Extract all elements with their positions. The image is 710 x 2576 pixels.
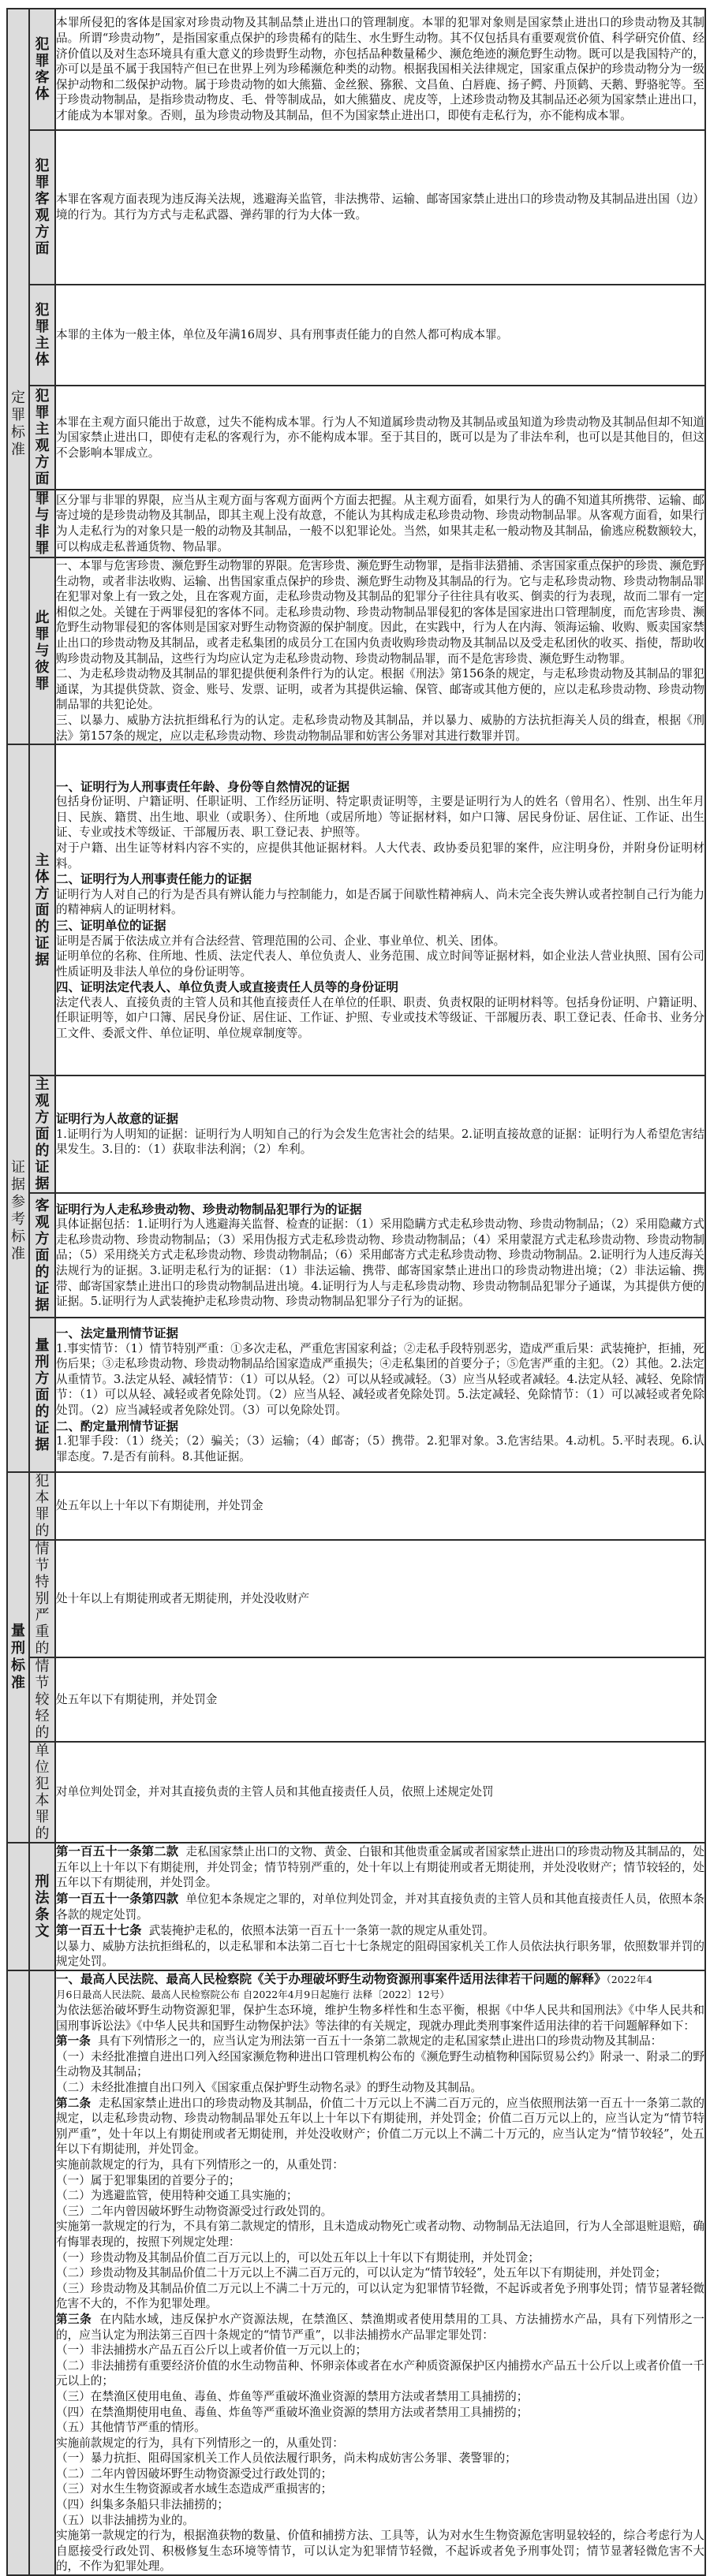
row-label: 此罪与彼罪: [35, 610, 50, 693]
row-text: 对单位判处罚金，并对其直接负责的主管人员和其他直接责任人员，依照上述规定处罚: [56, 1785, 494, 1799]
evidence-heading: 四、证明法定代表人、单位负责人或直接责任人员等的身份证明: [56, 979, 399, 995]
row-label: 情节较轻的: [35, 1658, 50, 1742]
row-text: 本罪所侵犯的客体是国家对珍贵动物及其制品禁止进出口的管理制度。本罪的犯罪对象则是国家禁止进出口的珍贵动物及其制品。所谓“珍贵动物”，是指国家重点保护的珍贵稀有的陆生、水生野生动物。其不仅包括具有重要观赏价值、科学研究价值、经济价值以及对生态环境具有重大意义的珍贵野生动物，亦包括品种数量稀少、濒危绝迹的濒危野生动物。既可以是我国特产的，亦可以是虽不属于我国特产但已在世界上列为珍稀濒危种类的动物。根据我国相关法律规定，国家重点保护的珍贵动物分为一级保护动物和二级保护动物。属于珍贵动物的如大熊猫、金丝猴、猕猴、文昌鱼、白唇鹿、扬子鳄、丹顶鹤、天鹅、野骆驼等。至于珍贵动物制品，是指珍贵动物皮、毛、骨等制成品，如大熊猫皮、虎皮等，上述珍贵动物及其制品还必须为国家禁止进出口，才能成为本罪对象。否则，虽为珍贵动物及其制品，但不为国家禁止进出口，即使有走私行为，亦不能构成本罪。: [56, 16, 704, 122]
row-objective-aspect: [7, 130, 705, 285]
row-sentence-unit: [7, 1742, 705, 1843]
row-label: 刑法条文: [35, 1873, 50, 1940]
paragraph: 以暴力、威胁方法抗拒缉私的，以走私罪和本法第二百七十七条规定的阻碍国家机关工作人员依法执行职务罪，依照数罪并罚的规定处罚。: [56, 1939, 704, 1969]
row-text: 本罪的主体为一般主体，单位及年满16周岁、具有刑事责任能力的自然人都可构成本罪。: [56, 328, 509, 342]
interpretation-date: （2022年4: [606, 1973, 653, 1985]
paragraph: 包括身份证明、户籍证明、任职证明、工作经历证明、特定职责证明等，主要是证明行为人的姓名（曾用名）、性别、出生年月日、民族、籍贯、出生地、职业（或职务）、住所地（或居所地）等证据材料，如户口簿、居民身份证、居住证、工作证、出生证、专业或技术等级证、干部履历表、职工登记表、护照等。: [56, 795, 704, 840]
evidence-heading: 一、法定量刑情节证据: [56, 1325, 179, 1340]
paragraph: 1.事实情节：（1）情节特别严重：①多次走私，严重危害国家利益；②走私手段特别恶劣，造成严重后果：武装掩护，拒捕，死伤后果；③走私珍贵动物、珍贵动物制品给国家造成严重损失；④走私集团的首要分子；⑤危害严重的主犯。（2）其他。2.法定从重情节。3.法定从轻、减轻情节：（1）可以从轻。（2）可以从轻或减轻。（3）应当从轻或者减轻。4.法定从轻、减轻、免除情节：（1）可以从轻、减轻或者免除处罚。（2）应当从轻、减轻或者免除处罚。5.法定减轻、免除情节：（1）可以减轻或者免除处罚。（2）应当减轻或者免除处罚。（3）可以免除处罚。: [56, 1341, 704, 1417]
empty-cell: [7, 1843, 29, 1970]
law-article: [56, 1843, 704, 1891]
paragraph: 实施第一款规定的行为，根据渔获物的数量、价值和捕捞方法、工具等，认为对水生生物资源危害明显较轻的，综合考虑行为人自愿接受行政处罚、积极修复生态环境等情节，可以认定为犯罪情节轻微，不起诉或者免予刑事处罚；情节显著轻微危害不大的，不作为犯罪处理。: [56, 2529, 704, 2574]
empty-cell: [7, 1970, 29, 2575]
row-this-vs-other-crime: [7, 557, 705, 744]
row-sentence-especially-serious: [7, 1540, 705, 1657]
row-criminal-law-articles: [7, 1843, 705, 1970]
article: 第三条 在内陆水域，违反保护水产资源法规，在禁渔区、禁渔期或者使用禁用的工具、方法捕捞水产品，具有下列情形之一的，应当认定为刑法第三百四十条规定的“情节严重”，以非法捕捞水产品罪定罪处罚：: [56, 2312, 704, 2342]
interpretation-title: 一、最高人民法院、最高人民检察院《关于办理破坏野生动物资源刑事案件适用法律若干问题的解释》（2022年4: [56, 1970, 653, 1986]
paragraph: 为依法惩治破坏野生动物资源犯罪，保护生态环境，维护生物多样性和生态平衡，根据《中华人民共和国刑法》《中华人民共和国刑事诉讼法》《中华人民共和国野生动物保护法》等法律的有关规定，现就办理此类刑事案件适用法律的若干问题解释如下：: [56, 2004, 704, 2033]
row-label: 单位犯本罪的: [35, 1743, 50, 1843]
law-article: [56, 1922, 704, 1939]
row-label: 犯罪客观方面: [35, 158, 50, 257]
row-sentencing-evidence: [7, 1318, 705, 1472]
paragraph: 证明单位的名称、住所地、性质、法定代表人、单位负责人、业务范围、成立时间等证据材料，如企业法人营业执照、国有公司性质证明及非法人单位的身份证明等。: [56, 949, 704, 979]
article-text: 单位犯本条规定之罪的，对单位判处罚金，并对其直接负责的主管人员和其他直接责任人员，依照本条各款的规定处罚。: [56, 1892, 704, 1922]
paragraph: 一、本罪与危害珍贵、濒危野生动物罪的界限。危害珍贵、濒危野生动物罪，是指非法猎捕、杀害国家重点保护的珍贵、濒危野生动物，或者非法收购、运输、出售国家重点保护的珍贵、濒危野生动物及其制品的行为。它与走私珍贵动物、珍贵动物制品罪在犯罪对象上有一致之处，且在客观方面，走私珍贵动物及其制品的犯罪分子往往具有收买、倒卖的行为表现，故而二罪有一定相似之处。关键在于两罪侵犯的客体不同。走私珍贵动物、珍贵动物制品罪侵犯的客体是国家进出口管理制度，而危害珍贵、濒危野生动物罪侵犯的客体则是国家对野生动物资源的保护制度。因此，在实践中，行为人在内海、领海运输、收购、贩卖国家禁止出口的珍贵动物及其制品，或者走私集团的成员分工在国内负责收购珍贵动物及其制品以及受走私团伙的收买、指使，帮助收购珍贵动物及其制品，这些行为均应认定为走私珍贵动物、珍贵动物制品罪，而不是危害珍贵、濒危野生动物罪。: [56, 559, 704, 665]
row-sentence-basic: [7, 1472, 705, 1540]
article-title: 第一百五十七条: [56, 1922, 142, 1938]
row-label: 情节特别严重的: [35, 1541, 50, 1657]
section-evidence-standard: [7, 744, 29, 1472]
evidence-heading: 证明行为人故意的证据: [56, 1111, 179, 1127]
list-item: （五）以非法捕捞为业的。: [56, 2513, 195, 2527]
paragraph: 实施前款规定的行为，具有下列情形之一的，从重处罚：: [56, 2158, 344, 2172]
section-conviction-standard: [7, 9, 29, 744]
list-item: （二）非法捕捞有重要经济价值的水生动物苗种、怀卵亲体或者在水产种质资源保护区内捕捞水产品五十公斤以上或者价值一千元以上的；: [56, 2358, 704, 2388]
row-crime-subject: [7, 285, 705, 386]
interpretation-date: 月6日最高人民法院、最高人民检察院公布 自2022年4月9日起施行 法释〔2022〕12号）: [56, 1989, 450, 2001]
paragraph: 1.证明行为人明知的证据：证明行为人明知自己的行为会发生危害社会的结果。2.证明直接故意的证据：证明行为人希望危害结果发生。3.目的：（1）获取非法利润；（2）牟利。: [56, 1127, 704, 1157]
paragraph: 1.犯罪手段：（1）绕关；（2）骗关；（3）运输；（4）邮寄；（5）携带。2.犯罪对象。3.危害结果。4.动机。5.平时表现。6.认罪态度。7.是否有前科。8.其他证据。: [56, 1434, 704, 1463]
paragraph: 实施第一款规定的行为，不具有第二款规定的情形，且未造成动物死亡或者动物、动物制品无法追回，行为人全部退赃退赔，确有悔罪表现的，按照下列规定处理：: [56, 2220, 704, 2249]
paragraph: 证明是否属于依法成立并有合法经营、管理范围的公司、企业、事业单位、机关、团体。: [56, 934, 506, 948]
article-text: 武装掩护走私的，依照本法第一百五十一条第一款的规定从重处罚。: [148, 1924, 495, 1938]
paragraph: 法定代表人、直接负责的主管人员和其他直接责任人在单位的任职、职责、负责权限的证明材料等。包括身份证明、户籍证明、任职证明等，如户口簿、居民身份证、居住证、工作证、护照、专业或技术等级证、干部履历表、职工登记表、任命书、业务分工文件、委派文件、单位证明、单位规章制度等。: [56, 995, 704, 1041]
row-crime-vs-noncrime: [7, 490, 705, 557]
list-item: （一）属于犯罪集团的首要分子的；: [56, 2173, 241, 2187]
crime-standard-table: [6, 8, 706, 2576]
section-label: 定罪标准: [11, 389, 25, 458]
row-subjective-evidence: [7, 1076, 705, 1193]
list-item: （二）为逃避监管，使用特种交通工具实施的；: [56, 2189, 298, 2203]
list-item: （二）珍贵动物及其制品价值二十万元以上不满二百万元的，可以认定为“情节较轻”，处五年以下有期徒刑，并处罚金；: [56, 2266, 667, 2280]
evidence-heading: 证明行为人走私珍贵动物、珍贵动物制品犯罪行为的证据: [56, 1201, 362, 1217]
row-text: 处十年以上有期徒刑或者无期徒刑，并处没收财产: [56, 1591, 310, 1605]
list-item: （一）珍贵动物及其制品价值二百万元以上的，可以处五年以上十年以下有期徒刑，并处罚金；: [56, 2250, 540, 2265]
paragraph: 证明行为人对自己的行为是否具有辨认能力与控制能力，如是否属于间歇性精神病人、尚未完全丧失辨认或者控制自己行为能力的精神病人的证明材料。: [56, 887, 704, 917]
row-text: 区分罪与非罪的界限，应当从主观方面与客观方面两个方面去把握。从主观方面看，如果行为人的确不知道其所携带、运输、邮寄过境的是珍贵动物及其制品，即其主观上没有故意，不能认为其构成走私珍贵动物、珍贵动物制品罪。从客观方面看，如果行为人走私行为的对象只是一般的动物及其制品，一般不以犯罪论处。当然，如果其走私一般动物及其制品，偷逃应税数额较大，可以构成走私普通货物、物品罪。: [56, 493, 704, 554]
row-sentence-minor: [7, 1657, 705, 1742]
row-label: 主观方面的证据: [35, 1076, 50, 1193]
section-sentencing-standard: [7, 1472, 29, 1843]
list-item: （五）其他情节严重的情形。: [56, 2421, 206, 2435]
list-item: （一）非法捕捞水产品五百公斤以上或者价值一万元以上的；: [56, 2343, 368, 2358]
law-article: [56, 1891, 704, 1922]
row-judicial-interpretation: [7, 1970, 705, 2575]
list-item: （一）暴力抗拒、阻碍国家机关工作人员依法履行职务，尚未构成妨害公务罪、袭警罪的；: [56, 2451, 517, 2466]
list-item: （四）在禁渔期使用电鱼、毒鱼、炸鱼等严重破坏渔业资源的禁用方法或者禁用工具捕捞的；: [56, 2405, 529, 2419]
paragraph: 实施前款规定的行为，具有下列情形之一的，从重处罚：: [56, 2436, 344, 2450]
row-subjective-aspect: [7, 386, 705, 490]
article: 第二条 走私国家禁止进出口的珍贵动物及其制品，价值二十万元以上不满二百万元的，应当依照刑法第一百五十一条第二款的规定，以走私珍贵动物、珍贵动物制品罪处五年以上十年以下有期徒刑，并处罚金；价值二百万元以上的，应当认定为“情节特别严重”，处十年以上有期徒刑或者无期徒刑，并处没收财产；价值二万元以上不满二十万元的，应当认定为“情节较轻”，处五年以下有期徒刑，并处罚金。: [56, 2096, 704, 2157]
list-item: （四）纠集多条船只非法捕捞的；: [56, 2498, 229, 2512]
row-text: 处五年以上十年以下有期徒刑，并处罚金: [56, 1499, 263, 1513]
list-item: （一）未经批准擅自进出口列入经国家濒危物种进出口管理机构公布的《濒危野生动植物种国际贸易公约》附录一、附录二的野生动物及其制品；: [56, 2049, 704, 2079]
section-label: 量刑标准: [11, 1623, 25, 1692]
row-label: 犯罪主观方面: [35, 388, 50, 487]
article: 第一条 具有下列情形之一的，应当认定为刑法第一百五十一条第二款规定的走私国家禁止进出口的珍贵动物及其制品：: [56, 2034, 663, 2048]
row-label: 客观方面的证据: [35, 1197, 50, 1314]
row-label: 罪与非罪: [35, 490, 50, 557]
evidence-heading: 一、证明行为人刑事责任年龄、身份等自然情况的证据: [56, 778, 350, 794]
row-label: 犯罪客体: [35, 36, 50, 103]
paragraph: 对于户籍、出生证等材料内容不实的，应提供其他证据材料。人大代表、政协委员犯罪的案件，应注明身份，并附身份证明材料。: [56, 841, 704, 870]
row-label: 犯罪主体: [35, 302, 50, 368]
row-label: 主体方面的证据: [35, 852, 50, 968]
paragraph: 二、为走私珍贵动物及其制品的罪犯提供便利条件行为的认定。根据《刑法》第156条的规定，与走私珍贵动物及其制品的罪犯通谋，为其提供贷款、资金、账号、发票、证明，或者为其提供运输、保管、邮寄或其他方便的，应以走私珍贵动物、珍贵动物制品罪的共犯论处。: [56, 667, 704, 712]
row-text: 处五年以下有期徒刑，并处罚金: [56, 1692, 218, 1706]
list-item: （二）未经批准擅自出口列入《国家重点保护野生动物名录》的野生动物及其制品。: [56, 2081, 482, 2095]
list-item: （二）二年内曾因破坏野生动物资源受过行政处罚的；: [56, 2466, 333, 2481]
evidence-heading: 三、证明单位的证据: [56, 917, 166, 933]
evidence-heading: 二、酌定量刑情节证据: [56, 1418, 179, 1433]
list-item: （三）对水生生物资源或者水域生态造成严重损害的；: [56, 2482, 333, 2496]
section-label: 证据参考标准: [11, 1158, 25, 1262]
list-item: （三）在禁渔区使用电鱼、毒鱼、炸鱼等严重破坏渔业资源的禁用方法或者禁用工具捕捞的；: [56, 2389, 529, 2403]
row-label: 犯本罪的: [35, 1473, 50, 1540]
row-objective-evidence: [7, 1193, 705, 1318]
article-title: 第一百五十一条第二款: [56, 1843, 179, 1859]
list-item: （三）二年内曾因破坏野生动物资源受过行政处罚的。: [56, 2204, 333, 2218]
article-text: 走私国家禁止出口的文物、黄金、白银和其他贵重金属或者国家禁止进出口的珍贵动物及其制品的，处五年以上十年以下有期徒刑，并处罚金；情节特别严重的，处十年以上有期徒刑或者无期徒刑，并处没收财产；情节较轻的，处五年以下有期徒刑，并处罚金。: [56, 1845, 704, 1890]
row-subject-evidence: [7, 744, 705, 1076]
row-crime-object: [7, 9, 705, 130]
article-title: 第一百五十一条第四款: [56, 1890, 179, 1906]
empty-cell: [29, 1970, 55, 2575]
row-text: 本罪在主观方面只能出于故意，过失不能构成本罪。行为人不知道属珍贵动物及其制品或虽知道为珍贵动物及其制品但却不知道为国家禁止进出口，即使有走私的客观行为，亦不能构成本罪。至于其目的，既可以是为了非法牟利，也可以是其他目的，但这不会影响本罪成立。: [56, 415, 704, 460]
list-item: （三）珍贵动物及其制品价值二万元以上不满二十万元的，可以认定为犯罪情节轻微，不起诉或者免予刑事处罚；情节显著轻微危害不大的，不作为犯罪处理。: [56, 2281, 704, 2311]
evidence-heading: 二、证明行为人刑事责任能力的证据: [56, 871, 252, 887]
row-label: 量刑方面的证据: [35, 1336, 50, 1453]
paragraph: 三、以暴力、威胁方法抗拒缉私行为的认定。走私珍贵动物及其制品，并以暴力、威胁的方法抗拒海关人员的缉查，根据《刑法》第157条的规定，应以走私珍贵动物、珍贵动物制品罪和妨害公务罪对其进行数罪并罚。: [56, 713, 704, 743]
paragraph: 具体证据包括：1.证明行为人逃避海关监督、检查的证据：（1）采用隐瞒方式走私珍贵动物、珍贵动物制品；（2）采用隐藏方式走私珍贵动物、珍贵动物制品；（3）采用伪报方式走私珍贵动物、珍贵动物制品；（4）采用蒙混方式走私珍贵动物、珍贵动物制品；（5）采用绕关方式走私珍贵动物、珍贵动物制品；（6）采用邮寄方式走私珍贵动物、珍贵动物制品。2.证明行为人违反海关法规行为的证据。3.证明走私行为的证据：（1）非法运输、携带、邮寄国家禁止进出口的珍贵动物进出境；（2）非法运输、携带、邮寄国家禁止进出口的珍贵动物制品进出境。4.证明行为人与走私珍贵动物、珍贵动物制品犯罪分子通谋，为其提供方便的证据。5.证明行为人武装掩护走私珍贵动物、珍贵动物制品犯罪分子行为的证据。: [56, 1217, 704, 1309]
row-text: 本罪在客观方面表现为违反海关法规，逃避海关监管，非法携带、运输、邮寄国家禁止进出口的珍贵动物及其制品进出国（边）境的行为。其行为方式与走私武器、弹药罪的行为大体一致。: [56, 192, 704, 222]
